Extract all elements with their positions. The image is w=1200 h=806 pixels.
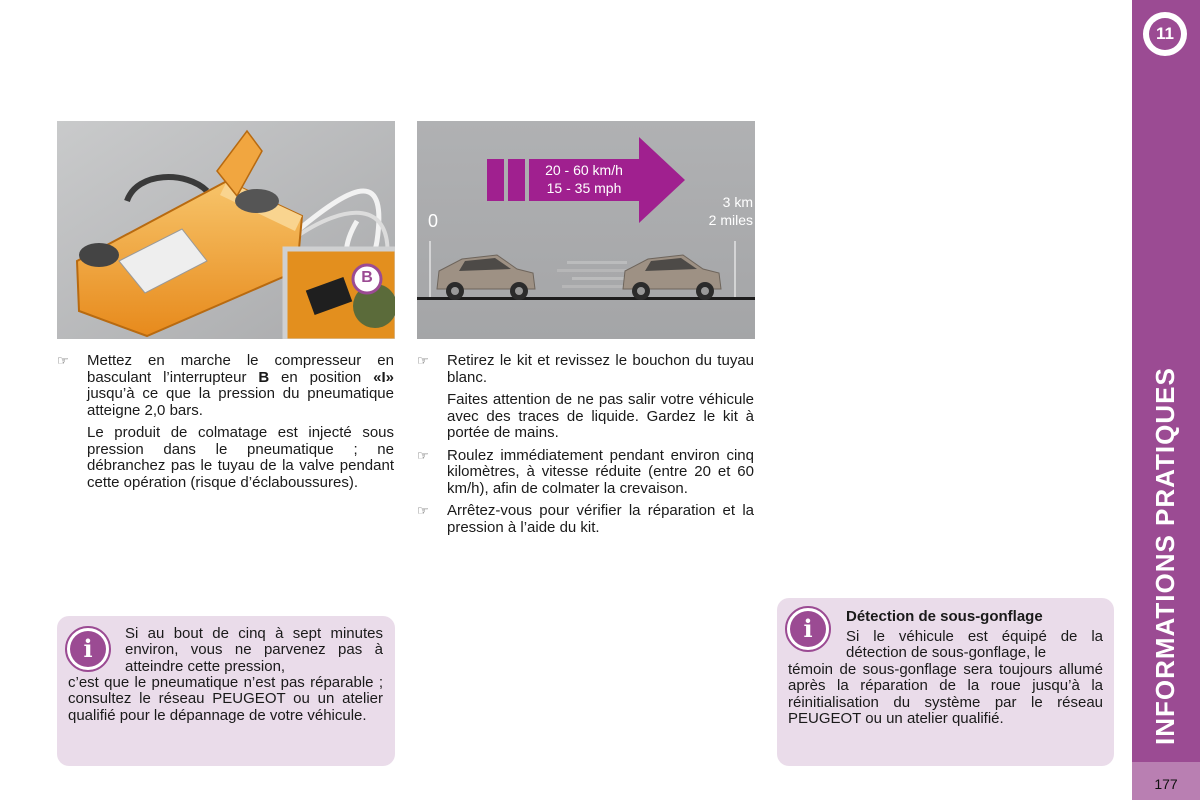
page-number: 177 (1132, 762, 1200, 800)
step-remove-kit: ☞ Retirez le kit et revissez le bouchon du tuyau blanc. (417, 352, 754, 386)
label-b: B (361, 269, 373, 286)
chapter-number: 11 (1149, 18, 1181, 50)
compressor-figure (57, 121, 395, 339)
distance-miles: 2 miles (708, 212, 753, 228)
hand-pointer-icon: ☞ (417, 353, 429, 368)
info-box-underinflation (777, 598, 1114, 766)
info-icon: i (785, 606, 831, 652)
driving-figure (417, 121, 755, 339)
compressor-illustration (57, 121, 395, 339)
chapter-title: INFORMATIONS PRATIQUES (1150, 367, 1180, 745)
info-text-top: Si au bout de cinq à sept minutes environ, vous ne parvenez pas à atteindre cette pression, (125, 625, 383, 675)
info-text-top: Si le véhicule est équipé de la détection de sous-gonflage, le (846, 628, 1103, 662)
step-note: Le produit de colmatage est injecté sous pression dans le pneumatique ; ne débranchez pas le tuyau de la valve pendant cette opération (risque d’éclaboussures). (87, 424, 394, 491)
distance-label (689, 193, 753, 229)
arrow-block (487, 159, 504, 201)
hand-pointer-icon: ☞ (417, 503, 429, 518)
driving-illustration (417, 121, 755, 339)
step-check-pressure: ☞ Arrêtez-vous pour vérifier la réparation et la pression à l’aide du kit. (417, 502, 754, 536)
info-box-repair-failed (57, 616, 395, 766)
hand-pointer-icon: ☞ (417, 447, 429, 463)
speed-label (529, 161, 639, 197)
step-note: Faites attention de ne pas salir votre véhicule avec des traces de liquide. Gardez le kit à portée de mains. (447, 391, 754, 441)
info-text-rest: témoin de sous-gonflage sera toujours allumé après la réparation de la roue jusqu’à la réinitialisation du système par le réseau PEUGEOT ou un atelier qualifié. (788, 661, 1103, 727)
distance-km: 3 km (722, 194, 753, 210)
chapter-badge (1145, 14, 1185, 54)
info-text-rest: c’est que le pneumatique n’est pas réparable ; consultez le réseau PEUGEOT ou un atelier qualifié pour le dépannage de votre véhicule. (68, 674, 383, 724)
arrow-block (508, 159, 525, 201)
step-drive: ☞ Roulez immédiatement pendant environ cinq kilomètres, à vitesse réduite (entre 20 et 60 km/h), afin de colmater la crevaison. (417, 446, 754, 497)
speed-mph: 15 - 35 mph (546, 180, 622, 196)
info-icon: i (65, 626, 111, 672)
hand-pointer-icon: ☞ (57, 353, 69, 368)
left-column (57, 353, 394, 497)
speed-kmh: 20 - 60 km/h (545, 162, 623, 178)
step-start-compressor: ☞ Mettez en marche le compresseur en basculant l’interrupteur B en position «I» jusqu’à ce que la pression du pneumatique atteigne 2,0 bars. (57, 352, 394, 419)
start-label: 0 (428, 211, 439, 231)
right-column (417, 353, 754, 542)
info-title: Détection de sous-gonflage (846, 608, 1043, 625)
